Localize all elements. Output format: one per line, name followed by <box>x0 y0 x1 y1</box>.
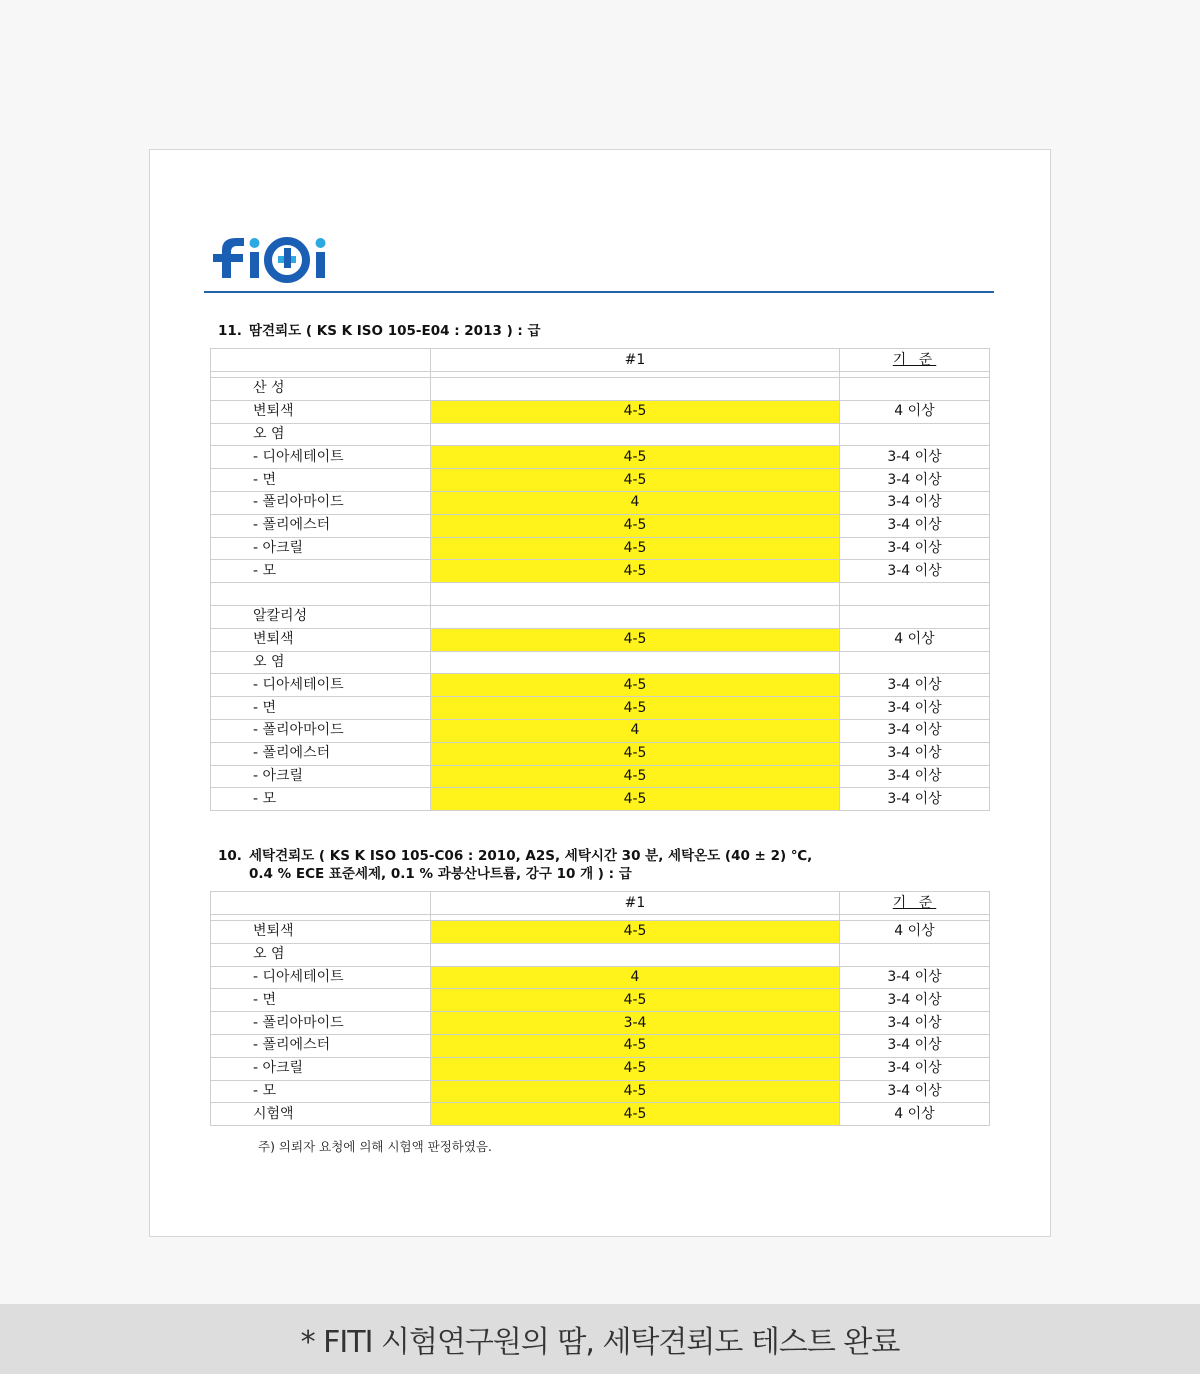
row-value: 4-5 <box>431 989 840 1012</box>
row-standard: 3-4 이상 <box>840 989 990 1012</box>
caption-bar <box>0 1304 1200 1374</box>
table-row <box>211 1103 990 1126</box>
row-label: 오 염 <box>211 943 431 966</box>
row-standard: 3-4 이상 <box>840 491 990 514</box>
row-standard: 3-4 이상 <box>840 1057 990 1080</box>
row-value: 4-5 <box>431 765 840 788</box>
header-standard: 기 준 <box>840 349 990 372</box>
row-label: - 모 <box>211 788 431 811</box>
row-value: 4-5 <box>431 742 840 765</box>
row-label: - 폴리아마이드 <box>211 1012 431 1035</box>
row-label: - 폴리에스터 <box>211 742 431 765</box>
table-row <box>211 1012 990 1035</box>
row-label: - 디아세테이트 <box>211 966 431 989</box>
row-label: - 폴리아마이드 <box>211 491 431 514</box>
row-standard: 4 이상 <box>840 1103 990 1126</box>
row-value: 4-5 <box>431 1103 840 1126</box>
table-row <box>211 537 990 560</box>
footnote: 주) 의뢰자 요청에 의해 시험액 판정하였음. <box>258 1139 492 1154</box>
row-standard: 3-4 이상 <box>840 560 990 583</box>
row-value <box>431 378 840 401</box>
table-row <box>211 469 990 492</box>
row-label: - 아크릴 <box>211 765 431 788</box>
row-value: 3-4 <box>431 1012 840 1035</box>
row-value: 4-5 <box>431 788 840 811</box>
row-label: 변퇴색 <box>211 400 431 423</box>
table-row <box>211 697 990 720</box>
table-row <box>211 628 990 651</box>
header-blank <box>211 349 431 372</box>
row-value <box>431 583 840 606</box>
row-standard: 3-4 이상 <box>840 514 990 537</box>
table-row <box>211 966 990 989</box>
row-standard: 3-4 이상 <box>840 1080 990 1103</box>
row-label: - 모 <box>211 1080 431 1103</box>
row-value: 4-5 <box>431 1057 840 1080</box>
sweat-fastness-table <box>210 348 990 811</box>
table-row <box>211 719 990 742</box>
row-standard <box>840 583 990 606</box>
row-standard: 3-4 이상 <box>840 788 990 811</box>
row-label: 산 성 <box>211 378 431 401</box>
row-standard: 3-4 이상 <box>840 697 990 720</box>
table-row <box>211 446 990 469</box>
row-value: 4-5 <box>431 537 840 560</box>
row-value: 4-5 <box>431 697 840 720</box>
row-label <box>211 583 431 606</box>
row-standard: 3-4 이상 <box>840 674 990 697</box>
row-value <box>431 943 840 966</box>
fiti-logo <box>212 228 352 284</box>
row-label: - 폴리에스터 <box>211 1034 431 1057</box>
table-row <box>211 1080 990 1103</box>
row-value <box>431 605 840 628</box>
row-label: - 폴리에스터 <box>211 514 431 537</box>
row-value: 4-5 <box>431 446 840 469</box>
header-standard: 기 준 <box>840 892 990 915</box>
row-value <box>431 423 840 446</box>
row-standard: 4 이상 <box>840 921 990 944</box>
row-standard: 4 이상 <box>840 400 990 423</box>
table-header-row <box>211 892 990 915</box>
table-row <box>211 943 990 966</box>
row-label: 변퇴색 <box>211 628 431 651</box>
table-row <box>211 921 990 944</box>
row-label: - 폴리아마이드 <box>211 719 431 742</box>
row-label: - 면 <box>211 469 431 492</box>
table-row <box>211 491 990 514</box>
table-row <box>211 400 990 423</box>
row-label: - 아크릴 <box>211 1057 431 1080</box>
row-standard <box>840 378 990 401</box>
header-blank <box>211 892 431 915</box>
row-standard: 4 이상 <box>840 628 990 651</box>
table-row <box>211 742 990 765</box>
caption-text: * FITI 시험연구원의 땀, 세탁견뢰도 테스트 완료 <box>300 1325 900 1360</box>
row-label: - 면 <box>211 989 431 1012</box>
row-standard <box>840 605 990 628</box>
table-row <box>211 605 990 628</box>
header-sample: #1 <box>431 892 840 915</box>
row-label: 오 염 <box>211 651 431 674</box>
row-label: 시험액 <box>211 1103 431 1126</box>
section11-title: 11. 땀견뢰도 ( KS K ISO 105-E04 : 2013 ) : 급 <box>218 323 541 339</box>
table-row <box>211 583 990 606</box>
row-label: - 아크릴 <box>211 537 431 560</box>
row-standard: 3-4 이상 <box>840 537 990 560</box>
row-standard: 3-4 이상 <box>840 765 990 788</box>
row-standard <box>840 651 990 674</box>
table-row <box>211 765 990 788</box>
table-row <box>211 674 990 697</box>
row-label: 변퇴색 <box>211 921 431 944</box>
header-rule <box>204 291 994 293</box>
row-label: 알칼리성 <box>211 605 431 628</box>
row-label: - 모 <box>211 560 431 583</box>
row-label: 오 염 <box>211 423 431 446</box>
table-header-row <box>211 349 990 372</box>
row-standard: 3-4 이상 <box>840 1012 990 1035</box>
row-value: 4-5 <box>431 921 840 944</box>
wash-fastness-table <box>210 891 990 1126</box>
table-row <box>211 1034 990 1057</box>
table-row <box>211 423 990 446</box>
row-value: 4 <box>431 491 840 514</box>
header-sample: #1 <box>431 349 840 372</box>
table-row <box>211 378 990 401</box>
row-standard: 3-4 이상 <box>840 1034 990 1057</box>
table-row <box>211 788 990 811</box>
table-row <box>211 514 990 537</box>
table-row <box>211 651 990 674</box>
row-value: 4 <box>431 966 840 989</box>
row-value: 4-5 <box>431 400 840 423</box>
row-standard: 3-4 이상 <box>840 966 990 989</box>
section10-title: 10. 세탁견뢰도 ( KS K ISO 105-C06 : 2010, A2S, 세탁시간 30 분, 세탁온도 (40 ± 2) ℃, 0.4 % ECE 표준세제, 0.1 % 과붕산나트륨, 강구 10 개 ) : 급 <box>218 848 813 882</box>
row-value: 4-5 <box>431 628 840 651</box>
row-value: 4-5 <box>431 469 840 492</box>
row-standard: 3-4 이상 <box>840 446 990 469</box>
row-value: 4-5 <box>431 674 840 697</box>
row-standard <box>840 423 990 446</box>
row-value: 4-5 <box>431 1034 840 1057</box>
table-row <box>211 989 990 1012</box>
row-value <box>431 651 840 674</box>
row-standard <box>840 943 990 966</box>
row-label: - 디아세테이트 <box>211 446 431 469</box>
row-standard: 3-4 이상 <box>840 469 990 492</box>
table-row <box>211 560 990 583</box>
row-standard: 3-4 이상 <box>840 719 990 742</box>
row-label: - 면 <box>211 697 431 720</box>
row-value: 4-5 <box>431 1080 840 1103</box>
table-row <box>211 1057 990 1080</box>
row-value: 4 <box>431 719 840 742</box>
report-page <box>149 149 1051 1237</box>
row-label: - 디아세테이트 <box>211 674 431 697</box>
row-standard: 3-4 이상 <box>840 742 990 765</box>
row-value: 4-5 <box>431 560 840 583</box>
row-value: 4-5 <box>431 514 840 537</box>
